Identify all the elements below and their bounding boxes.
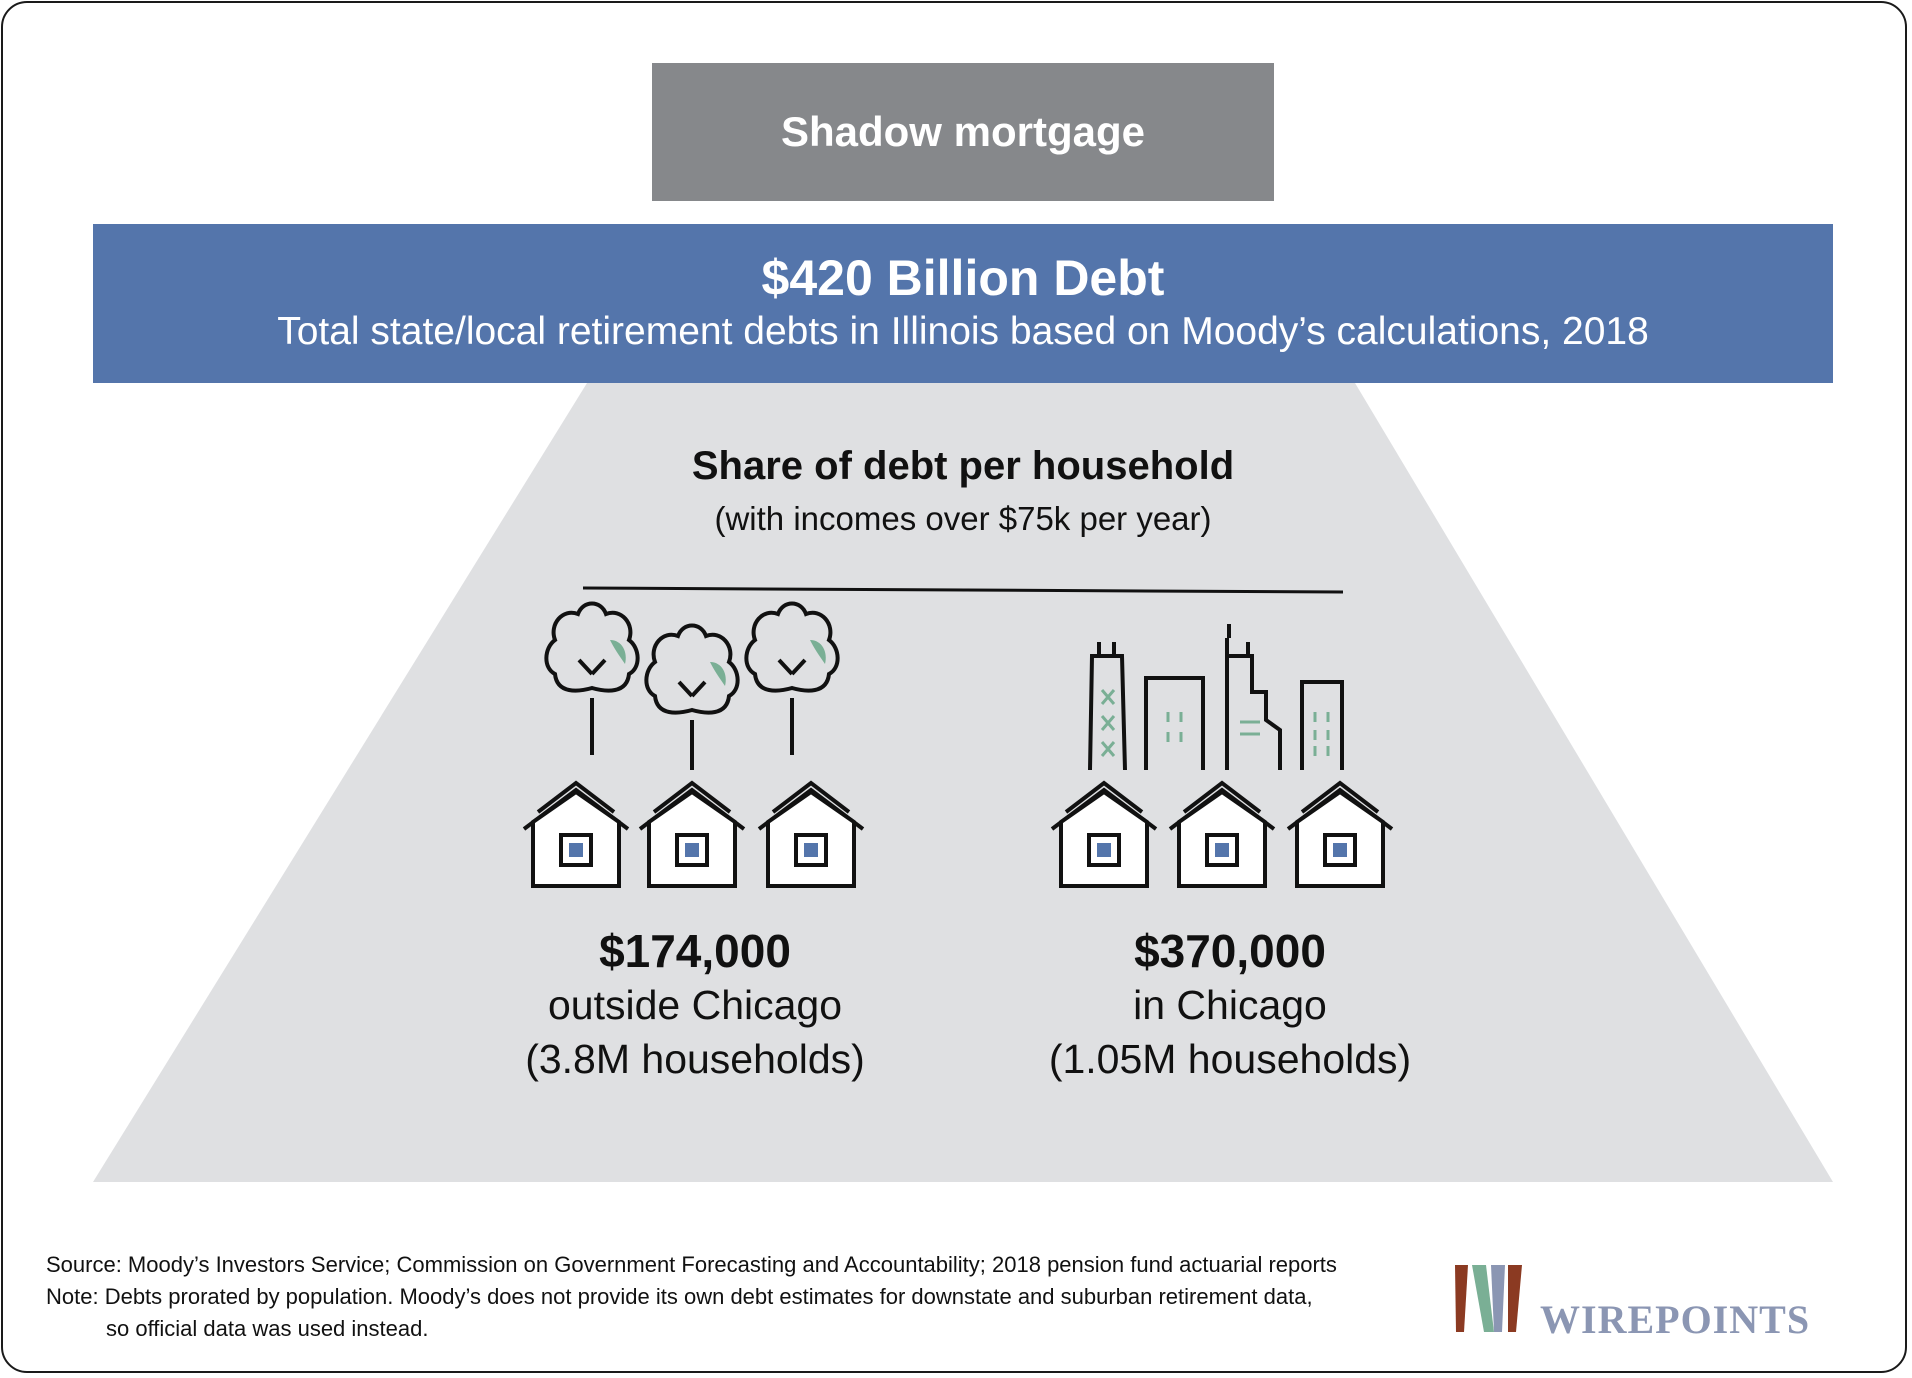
footer-notes bbox=[46, 1249, 1337, 1345]
wirepoints-logo-mark bbox=[1455, 1265, 1522, 1332]
note-line-1: Note: Debts prorated by population. Moody’s does not provide its own debt estimates for downstate and suburban retirement data, bbox=[46, 1284, 1313, 1309]
banner-subline: Total state/local retirement debts in Illinois based on Moody’s calculations, 2018 bbox=[277, 310, 1649, 353]
debt-banner bbox=[93, 224, 1833, 383]
group-households: (3.8M households) bbox=[525, 1036, 865, 1082]
group-outside-chicago bbox=[460, 924, 930, 1086]
page-title: Shadow mortgage bbox=[652, 63, 1274, 201]
source-note: Source: Moody’s Investors Service; Commission on Government Forecasting and Accountability; 2018 pension fund actuarial reports bbox=[46, 1252, 1337, 1277]
group-in-chicago bbox=[990, 924, 1470, 1086]
banner-headline: $420 Billion Debt bbox=[761, 250, 1165, 306]
group-value: $174,000 bbox=[599, 925, 791, 977]
note-line-2: so official data was used instead. bbox=[106, 1316, 429, 1341]
group-value: $370,000 bbox=[1134, 925, 1326, 977]
group-label: outside Chicago bbox=[547, 982, 843, 1028]
group-label: in Chicago bbox=[1133, 982, 1327, 1028]
group-households: (1.05M households) bbox=[1048, 1036, 1412, 1082]
wirepoints-logo-text: WIREPOINTS bbox=[1540, 1297, 1811, 1342]
share-title: Share of debt per household bbox=[691, 444, 1235, 488]
share-subtitle: (with incomes over $75k per year) bbox=[714, 500, 1212, 537]
